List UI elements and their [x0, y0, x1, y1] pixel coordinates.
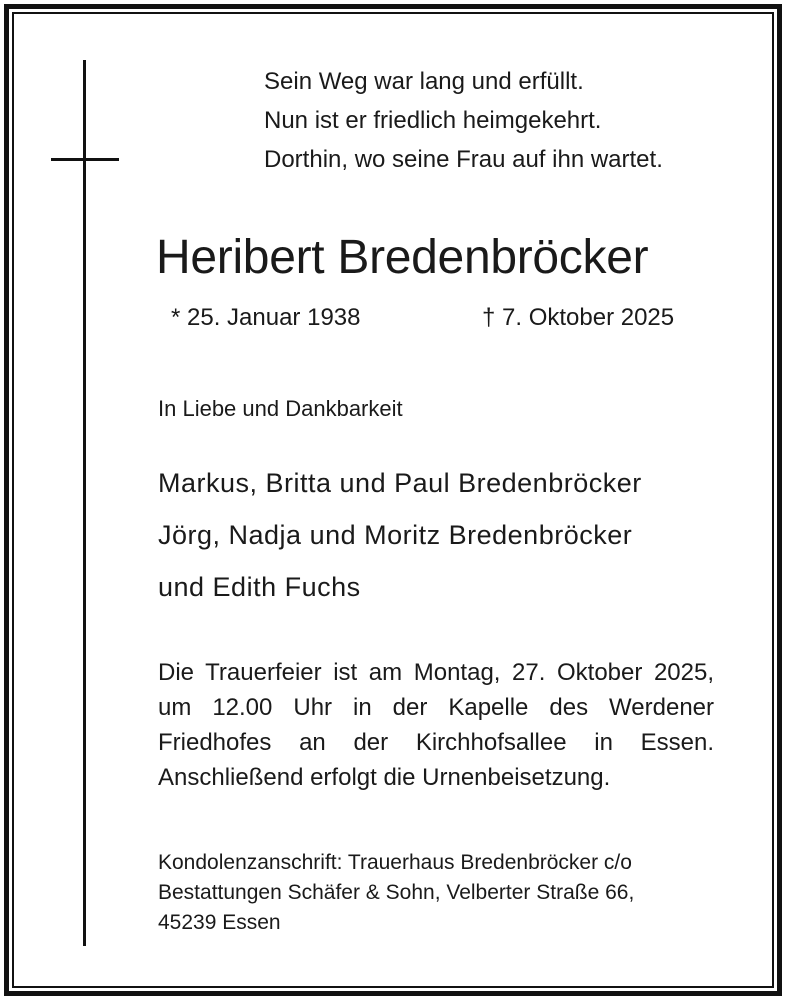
ceremony-details — [158, 655, 714, 795]
poem-line: Nun ist er friedlich heimgekehrt. — [264, 107, 602, 134]
family-line: Jörg, Nadja und Moritz Bredenbröcker — [158, 520, 633, 550]
condolence-address — [158, 848, 714, 938]
ceremony-line: Die Trauerfeier ist am Montag, 27. Oktober 2025, — [158, 659, 714, 686]
ceremony-line: Friedhofes an der Kirchhofsallee in Essen. — [158, 729, 714, 756]
birth-date: * 25. Januar 1938 — [171, 304, 361, 331]
ceremony-line: Anschließend erfolgt die Urnenbeisetzung. — [158, 764, 611, 791]
family-line: und Edith Fuchs — [158, 572, 361, 602]
poem-line: Sein Weg war lang und erfüllt. — [264, 68, 584, 95]
death-date: † 7. Oktober 2025 — [482, 304, 675, 331]
poem-line: Dorthin, wo seine Frau auf ihn wartet. — [264, 146, 663, 173]
cross-icon-vertical-bar — [83, 60, 86, 946]
condolence-line: 45239 Essen — [158, 911, 281, 934]
family-line: Markus, Britta und Paul Bredenbröcker — [158, 468, 642, 498]
dedication-text: In Liebe und Dankbarkeit — [158, 396, 403, 421]
condolence-line: Bestattungen Schäfer & Sohn, Velberter Straße 66, — [158, 881, 635, 904]
ceremony-line: um 12.00 Uhr in der Kapelle des Werdener — [158, 694, 714, 721]
condolence-line: Kondolenzanschrift: Trauerhaus Bredenbröcker c/o — [158, 851, 632, 874]
deceased-name: Heribert Bredenbröcker — [156, 231, 649, 284]
family-signatures — [158, 457, 738, 613]
cross-icon-horizontal-bar — [51, 158, 119, 161]
memorial-poem — [264, 62, 734, 179]
